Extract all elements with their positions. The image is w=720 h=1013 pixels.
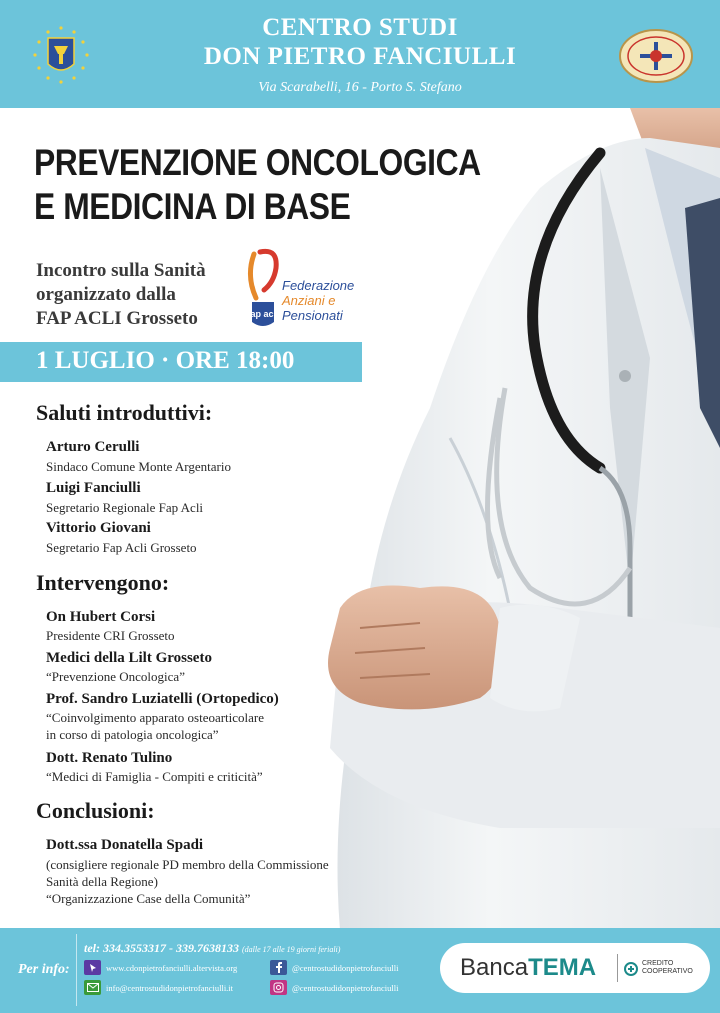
cursor-icon: [84, 960, 101, 975]
event-date-time: 1 LUGLIO · ORE 18:00: [36, 347, 295, 374]
fap-line1: Federazione: [282, 278, 355, 293]
footer-instagram[interactable]: @centrostudidonpietrofanciulli: [292, 983, 399, 993]
speaker-role: “Medici di Famiglia - Compiti e criticità”: [46, 769, 263, 784]
conclusioni-role-line1: (consigliere regionale PD membro della Commissione: [46, 857, 329, 872]
fap-logo: [238, 246, 373, 334]
speaker-role: “Prevenzione Oncologica”: [46, 669, 185, 684]
conclusioni-heading: Conclusioni:: [36, 798, 155, 823]
speaker-name: On Hubert Corsi: [46, 609, 156, 625]
event-title-line2: E MEDICINA DI BASE: [34, 186, 351, 227]
event-subtitle-line3: FAP ACLI Grosseto: [36, 308, 198, 329]
saluti-person-name: Arturo Cerulli: [46, 439, 140, 455]
footer-label: Per info:: [18, 962, 70, 977]
fap-line3: Pensionati: [282, 308, 343, 323]
speaker-role: Presidente CRI Grosseto: [46, 628, 175, 643]
footer-phone[interactable]: [84, 941, 340, 956]
facebook-icon: [270, 960, 287, 975]
speaker-name: Prof. Sandro Luziatelli (Ortopedico): [46, 691, 279, 707]
instagram-icon: [270, 980, 287, 995]
sponsor-tagline: [642, 960, 693, 976]
speaker-role-line1: “Coinvolgimento apparato osteoarticolare: [46, 710, 265, 725]
event-subtitle-line1: Incontro sulla Sanità: [36, 260, 206, 281]
event-subtitle-line2: organizzato dalla: [36, 284, 176, 305]
saluti-person-role: Segretario Fap Acli Grosseto: [46, 540, 197, 555]
footer-divider: [76, 934, 77, 1006]
event-title-line1: PREVENZIONE ONCOLOGICA: [34, 142, 481, 183]
header-address: Via Scarabelli, 16 - Porto S. Stefano: [258, 80, 462, 95]
saluti-person-role: Sindaco Comune Monte Argentario: [46, 459, 231, 474]
footer-phone-numbers[interactable]: tel: 334.3553317 - 339.7638133: [84, 941, 239, 955]
footer-phone-note: (dalle 17 alle 19 giorni feriali): [242, 945, 341, 954]
fap-line2: Anziani e: [282, 293, 336, 308]
saluti-person-name: Luigi Fanciulli: [46, 480, 141, 496]
sponsor-tag-line2: COOPERATIVO: [642, 968, 693, 975]
sponsor-name: [460, 954, 596, 982]
header-title-line1: CENTRO STUDI: [262, 14, 458, 41]
fap-badge-text: fap acli: [247, 309, 279, 319]
footer-email[interactable]: info@centrostudidonpietrofanciulli.it: [106, 983, 234, 993]
footer-website[interactable]: www.cdonpietrofanciulli.altervista.org: [106, 963, 238, 973]
sponsor-tag-line1: CREDITO: [642, 960, 674, 967]
header-title-line2: DON PIETRO FANCIULLI: [203, 43, 517, 70]
sponsor-divider: [617, 954, 618, 982]
sponsor-name-b: TEMA: [528, 954, 597, 981]
speaker-role-line2: in corso di patologia oncologica”: [46, 727, 219, 742]
speaker-name: Medici della Lilt Grosseto: [46, 650, 212, 666]
intervengono-heading: Intervengono:: [36, 570, 170, 595]
conclusioni-role-line2: Sanità della Regione): [46, 874, 158, 889]
doctor-photo: [300, 108, 720, 930]
conclusioni-name: Dott.ssa Donatella Spadi: [46, 837, 204, 853]
footer-facebook[interactable]: @centrostudidonpietrofanciulli: [292, 963, 399, 973]
saluti-person-role: Segretario Regionale Fap Acli: [46, 500, 204, 515]
speaker-name: Dott. Renato Tulino: [46, 750, 173, 766]
conclusioni-role-line3: “Organizzazione Case della Comunità”: [46, 891, 251, 906]
sponsor-name-a: Banca: [460, 954, 529, 981]
mail-icon: [84, 980, 101, 995]
sponsor-mark-icon: [624, 962, 638, 976]
saluti-person-name: Vittorio Giovani: [46, 520, 151, 536]
saluti-heading: Saluti introduttivi:: [36, 400, 213, 425]
